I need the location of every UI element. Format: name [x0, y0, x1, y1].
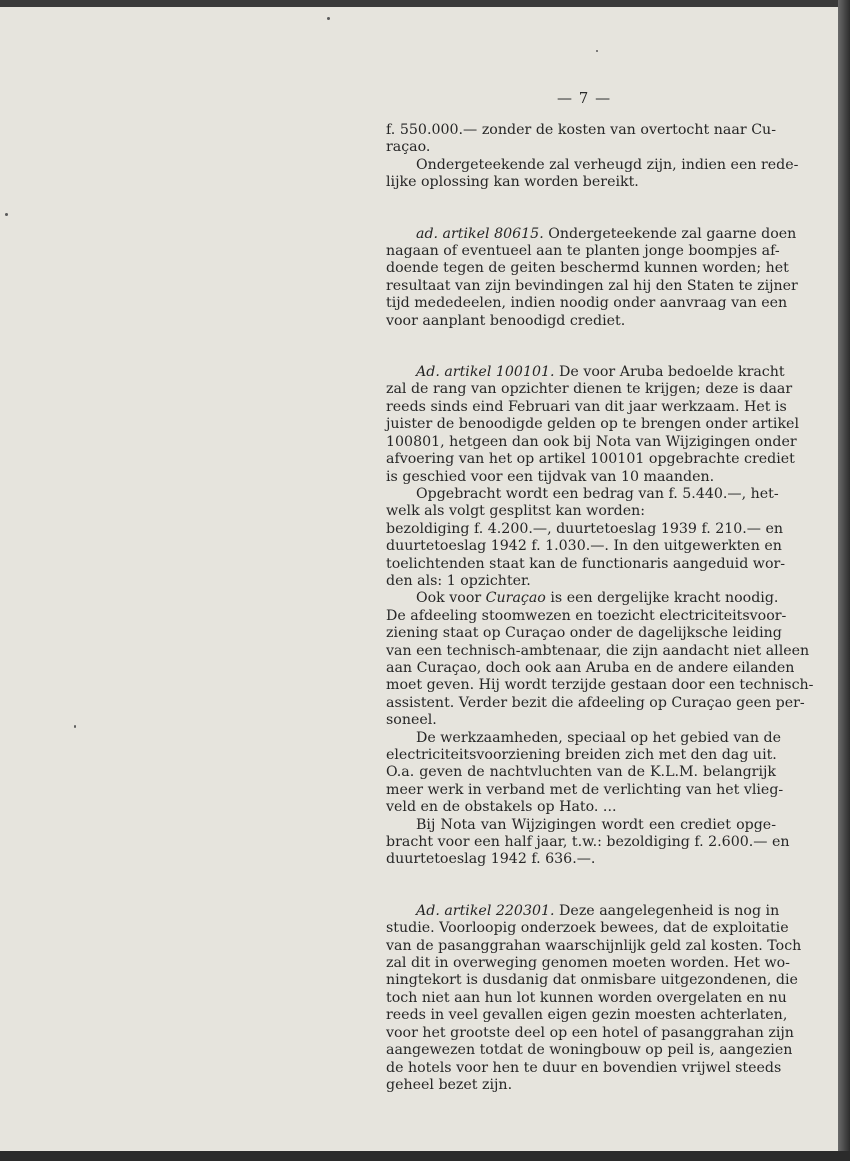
paper-speck — [596, 50, 598, 52]
article-reference: ad. artikel 80615. — [416, 225, 544, 242]
paragraph — [386, 485, 786, 590]
text-line: geheel bezet zijn. — [386, 1076, 513, 1093]
text-line: studie. Voorloopig onderzoek bewees, dat de exploitatie — [386, 920, 789, 937]
scan-edge-bottom — [0, 1151, 850, 1161]
article-reference: Ad. artikel 220301. — [416, 902, 555, 919]
text-line: soneel. — [386, 712, 437, 729]
text-line: doende tegen de geiten beschermd kunnen worden; het — [386, 260, 789, 277]
text-line: nagaan of eventueel aan te planten jonge boompjes af- — [386, 243, 780, 260]
text-line: reeds sinds eind Februari van dit jaar werkzaam. Het is — [386, 398, 787, 415]
text-line: 100801, hetgeen dan ook bij Nota van Wijzigingen onder — [386, 433, 797, 450]
paper-speck — [327, 17, 330, 20]
text-line: De afdeeling stoomwezen en toezicht electriciteitsvoor- — [386, 607, 787, 624]
text-line: O.a. geven de nachtvluchten van de K.L.M. belangrijk — [386, 764, 776, 781]
paragraph — [386, 816, 790, 869]
text-line: bracht voor een half jaar, t.w.: bezoldiging f. 2.600.— en — [386, 834, 790, 851]
text-line: raçao. — [386, 139, 431, 156]
paragraph — [386, 590, 814, 729]
text-line: voor het grootste deel op een hotel of pasanggrahan zijn — [386, 1024, 794, 1041]
text-line: Ad. artikel 220301. Deze aangelegenheid is nog in — [416, 902, 780, 919]
text-line: toch niet aan hun lot kunnen worden overgelaten en nu — [386, 989, 787, 1006]
body-text — [386, 122, 814, 1094]
text-line: aan Curaçao, doch ook aan Aruba en de andere eilanden — [386, 659, 795, 676]
text-line: voor aanplant benoodigd crediet. — [386, 312, 626, 329]
paragraph — [386, 729, 784, 817]
text-line: tijd mededeelen, indien noodig onder aanvraag van een — [386, 295, 788, 312]
text-line: de hotels voor hen te duur en bovendien vrijwel steeds — [386, 1059, 782, 1076]
text-line: electriciteitsvoorziening breiden zich met den dag uit. — [386, 747, 777, 763]
text-line: juister de benoodigde gelden op te brengen onder artikel — [386, 416, 799, 433]
paragraph-artikel-220301 — [386, 902, 802, 1094]
text-line: meer werk in verband met de verlichting van het vlieg- — [386, 781, 784, 798]
paragraph-artikel-100101 — [386, 364, 799, 486]
text-line: reeds in veel gevallen eigen gezin moesten achterlaten, — [386, 1007, 788, 1024]
text-line: welk als volgt gesplitst kan worden: — [386, 503, 646, 520]
text-line: aangewezen totdat de woningbouw op peil is, aangezien — [386, 1042, 793, 1059]
text-line: Ook voor Curaçao is een dergelijke kracht noodig. — [416, 590, 779, 607]
paragraph — [386, 156, 799, 192]
text-line: den als: 1 opzichter. — [386, 572, 531, 589]
text-line: assistent. Verder bezit die afdeeling op Curaçao geen per- — [386, 694, 805, 711]
text-line: Opgebracht wordt een bedrag van f. 5.440.—, het- — [416, 485, 779, 502]
article-reference: Ad. artikel 100101. — [416, 364, 555, 381]
text-line: moet geven. Hij wordt terzijde gestaan door een technisch- — [386, 677, 814, 694]
paper-speck — [74, 725, 76, 728]
text-line: duurtetoeslag 1942 f. 1.030.—. In den uitgewerkten en — [386, 538, 782, 555]
paper-speck — [5, 213, 8, 216]
text-line: van de pasanggrahan waarschijnlijk geld zal kosten. Toch — [386, 937, 802, 954]
text-line: is geschied voor een tijdvak van 10 maanden. — [386, 468, 715, 485]
page-number: — 7 — — [557, 89, 612, 107]
text-line: bezoldiging f. 4.200.—, duurtetoeslag 1939 f. 210.— en — [386, 520, 784, 537]
text-line: veld en de obstakels op Hato. ... — [386, 799, 617, 816]
text-line: ad. artikel 80615. Ondergeteekende zal gaarne doen — [416, 225, 797, 242]
paragraph — [386, 122, 776, 157]
text-line: duurtetoeslag 1942 f. 636.—. — [386, 851, 596, 868]
text-line: Bij Nota van Wijzigingen wordt een crediet opge- — [416, 816, 776, 833]
paragraph-artikel-80615 — [386, 225, 798, 330]
text-line: f. 550.000.— zonder de kosten van overtocht naar Cu- — [386, 122, 776, 138]
text-line: van een technisch-ambtenaar, die zijn aandacht niet alleen — [386, 642, 810, 659]
text-line: Ondergeteekende zal verheugd zijn, indien een rede- — [416, 156, 799, 173]
text-line: De werkzaamheden, speciaal op het gebied van de — [416, 729, 781, 746]
text-line: zal de rang van opzichter dienen te krijgen; deze is daar — [386, 381, 793, 398]
text-line: ziening staat op Curaçao onder de dagelijksche leiding — [386, 625, 782, 642]
text-line: afvoering van het op artikel 100101 opgebrachte crediet — [386, 451, 795, 468]
scan-edge-right — [838, 0, 850, 1161]
text-line: Ad. artikel 100101. De voor Aruba bedoelde kracht — [416, 364, 785, 381]
text-line: zal dit in overweging genomen moeten worden. Het wo- — [386, 955, 790, 972]
text-line: resultaat van zijn bevindingen zal hij den Staten te zijner — [386, 277, 798, 294]
text-line: lijke oplossing kan worden bereikt. — [386, 174, 639, 191]
document-page — [0, 7, 838, 1151]
text-line: toelichtenden staat kan de functionaris aangeduid wor- — [386, 555, 786, 572]
text-line: ningtekort is dusdanig dat onmisbare uitgezondenen, die — [386, 972, 798, 989]
